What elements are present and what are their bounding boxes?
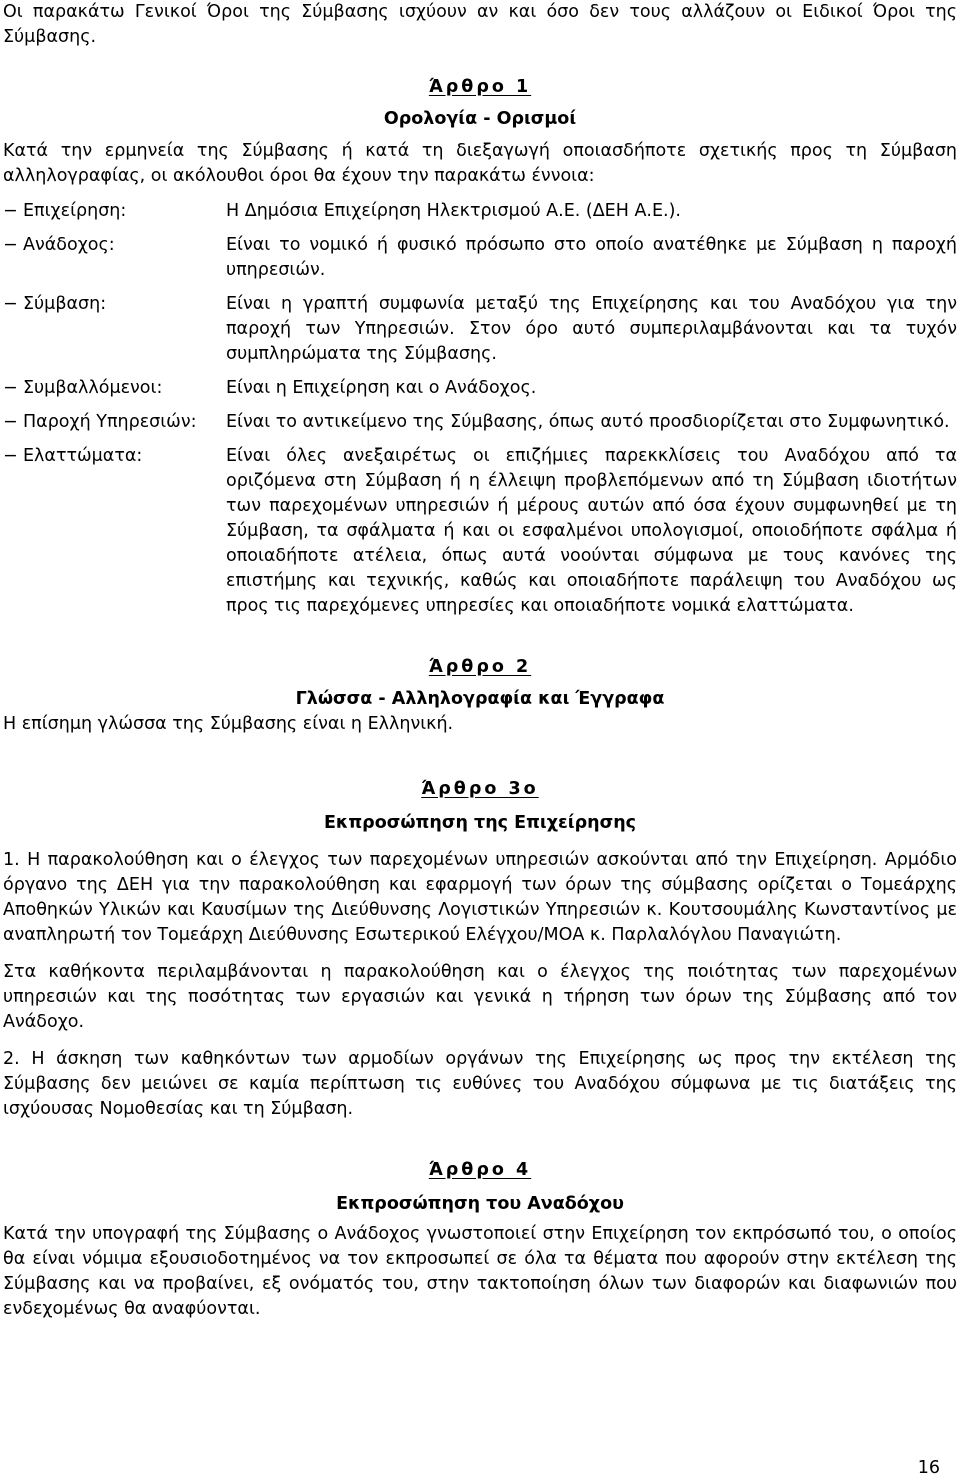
definition-text: Είναι το νομικό ή φυσικό πρόσωπο στο οποίο ανατέθηκε με Σύμβαση η παροχή υπηρεσιών. (226, 235, 957, 280)
dash-marker: − (3, 235, 18, 255)
dash-marker: − (3, 412, 18, 432)
article-3-title: Εκπροσώπηση της Επιχείρησης (323, 813, 637, 833)
definition-item (3, 444, 957, 619)
dash-marker: − (3, 201, 18, 221)
definition-text: Είναι όλες ανεξαιρέτως οι επιζήμιες παρεκκλίσεις του Αναδόχου από τα οριζόμενα στη Σύμβαση ή η έλλειψη προβλεπόμενων από τη Σύμβαση ιδιοτήτων των παρεχομένων υπηρεσιών ή μέρους αυτών από όσα έχουν συμφωνηθεί με τη Σύμβαση, τα σφάλματα ή και οι εσφαλμένοι υπολογισμοί, οποιοδήποτε σφάλμα ή οποιαδήποτε ατέλεια, όπως αυτά νοούνται σύμφωνα με τους κανόνες της επιστήμης και τεχνικής, καθώς και οποιαδήποτε παράλειψη του Αναδόχου ως προς τις παρεχόμενες υπηρεσίες και οποιαδήποτε νομικά ελαττώματα. (226, 446, 957, 616)
article-4-number: Άρθρο 4 (428, 1160, 532, 1180)
article-3-paragraph-2: Στα καθήκοντα περιλαμβάνονται η παρακολούθηση και ο έλεγχος της ποιότητας των παρεχομένων υπηρεσιών και της ποσότητας των εργασιών και γενικά η τήρηση των όρων της Σύμβασης από τον Ανάδοχο. (3, 962, 957, 1032)
definition-item (3, 376, 957, 401)
article-3-paragraph-3: 2. Η άσκηση των καθηκόντων των αρμοδίων οργάνων της Επιχείρησης ως προς την εκτέλεση της Σύμβασης δεν μειώνει σε καμία περίπτωση τις ευθύνες του Αναδόχου σύμφωνα με τις διατάξεις της ισχύουσας Νομοθεσίας και τη Σύμβαση. (3, 1049, 957, 1119)
article-1-number: Άρθρο 1 (428, 77, 532, 97)
article-2-text: Η επίσημη γλώσσα της Σύμβασης είναι η Ελληνική. (3, 714, 454, 734)
article-4-title: Εκπροσώπηση του Αναδόχου (336, 1194, 624, 1214)
definition-item (3, 199, 957, 224)
definition-text: Είναι η γραπτή συμφωνία μεταξύ της Επιχείρησης και του Αναδόχου για την παροχή των Υπηρεσιών. Στον όρο αυτό συμπεριλαμβάνονται και τα τυχόν συμπληρώματα της Σύμβασης. (226, 294, 957, 364)
definition-item (3, 410, 957, 435)
definition-item (3, 233, 957, 283)
definition-term: Ανάδοχος: (23, 235, 115, 255)
dash-marker: − (3, 378, 18, 398)
dash-marker: − (3, 446, 18, 466)
article-2-title: Γλώσσα - Αλληλογραφία και Έγγραφα (295, 689, 665, 709)
article-2-number: Άρθρο 2 (428, 657, 532, 677)
definition-term: Επιχείρηση: (23, 201, 127, 221)
article-1-lead: Κατά την ερμηνεία της Σύμβασης ή κατά τη διεξαγωγή οποιασδήποτε σχετικής προς τη Σύμβαση αλληλογραφίας, οι ακόλουθοι όροι θα έχουν την παρακάτω έννοια: (3, 141, 957, 186)
definition-text: Είναι η Επιχείρηση και ο Ανάδοχος. (226, 378, 537, 398)
definition-item (3, 292, 957, 367)
article-1-title: Ορολογία - Ορισμοί (383, 109, 577, 129)
dash-marker: − (3, 294, 18, 314)
definition-term: Συμβαλλόμενοι: (23, 378, 163, 398)
article-3-number: Άρθρο 3ο (421, 779, 539, 799)
definitions-list (3, 199, 957, 619)
article-4-text: Κατά την υπογραφή της Σύμβασης ο Ανάδοχος γνωστοποιεί στην Επιχείρηση τον εκπρόσωπό του, ο οποίος θα είναι νόμιμα εξουσιοδοτημένος να τον εκπροσωπεί σε όλα τα θέματα που αφορούν στην εκτέλεση της Σύμβασης και να προβαίνει, εξ ονόματός του, στην τακτοποίηση όλων των διαφορών και διαφωνιών που ενδεχομένως θα αναφύονται. (3, 1224, 957, 1319)
article-3-paragraph-1: 1. Η παρακολούθηση και ο έλεγχος των παρεχομένων υπηρεσιών ασκούνται από την Επιχείρηση. Αρμόδιο όργανο της ΔΕΗ για την παρακολούθηση και εφαρμογή των όρων της σύμβασης ορίζεται ο Τομεάρχης Αποθηκών Υλικών και Καυσίμων της Διεύθυνσης Λογιστικών Υπηρεσιών κ. Κουτσουμάλης Κωνσταντίνος με αναπληρωτή τον Τομεάρχη Διεύθυνσης Εσωτερικού Ελέγχου/ΜΟΑ κ. Παρλαλόγλου Παναγιώτη. (3, 850, 957, 945)
definition-term: Ελαττώματα: (23, 446, 143, 466)
definition-term: Σύμβαση: (23, 294, 107, 314)
intro-paragraph: Οι παρακάτω Γενικοί Όροι της Σύμβασης ισχύουν αν και όσο δεν τους αλλάζουν οι Ειδικοί Όροι της Σύμβασης. (3, 2, 957, 47)
definition-text: Η Δημόσια Επιχείρηση Ηλεκτρισμού Α.Ε. (ΔΕΗ Α.Ε.). (226, 201, 681, 221)
page-number: 16 (917, 1458, 940, 1478)
definition-text: Είναι το αντικείμενο της Σύμβασης, όπως αυτό προσδιορίζεται στο Συμφωνητικό. (226, 412, 950, 432)
document-page (3, 0, 957, 1322)
definition-term: Παροχή Υπηρεσιών: (23, 412, 197, 432)
